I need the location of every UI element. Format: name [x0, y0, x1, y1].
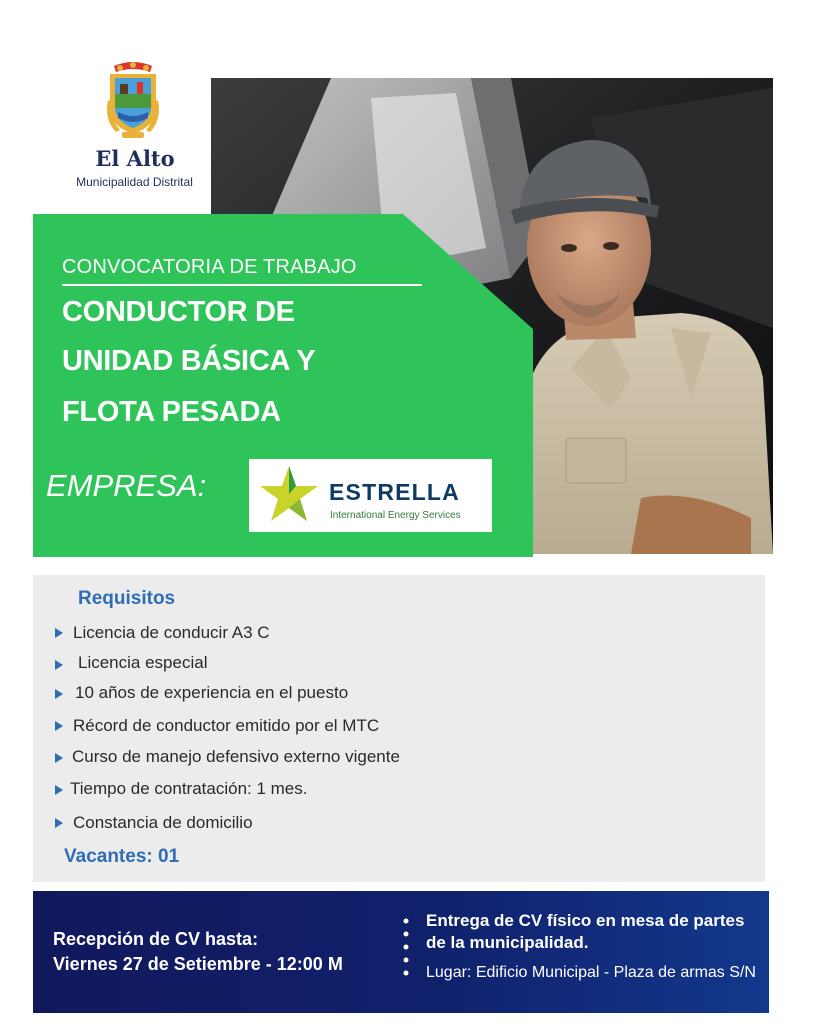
reception-date: Viernes 27 de Setiembre - 12:00 M: [53, 954, 343, 974]
requirement-item: 10 años de experiencia en el puesto: [75, 683, 349, 702]
vacancies-count: Vacantes: 01: [64, 846, 180, 867]
company-label: EMPRESA:: [46, 468, 207, 503]
bullet-icon: [55, 660, 63, 670]
requirement-item: Tiempo de contratación: 1 mes.: [70, 779, 308, 798]
bullet-icon: [55, 628, 63, 638]
eyebrow-underline: [62, 284, 422, 286]
job-title-line-2: UNIDAD BÁSICA Y: [62, 345, 316, 377]
requirement-item: Constancia de domicilio: [73, 813, 253, 832]
job-title-line-1: CONDUCTOR DE: [62, 296, 295, 328]
bullet-icon: [55, 753, 63, 763]
bullet-icon: [55, 818, 63, 828]
brand-subtitle: Municipalidad Distrital: [76, 175, 193, 189]
job-title-line-3: FLOTA PESADA: [62, 396, 281, 428]
company-name: ESTRELLA: [329, 479, 460, 505]
dotted-divider-icon: [401, 917, 411, 979]
requirements-title: Requisitos: [78, 588, 176, 609]
requirement-item: Curso de manejo defensivo externo vigente: [72, 747, 400, 766]
job-call-eyebrow: CONVOCATORIA DE TRABAJO: [62, 256, 357, 278]
star-icon: [258, 464, 320, 524]
bullet-icon: [55, 785, 63, 795]
municipal-coat-of-arms-icon: [106, 60, 160, 140]
brand-name: El Alto: [95, 146, 175, 171]
company-tagline: International Energy Services: [330, 510, 461, 521]
delivery-instructions: Entrega de CV físico en mesa de partes de la municipalidad.: [426, 911, 745, 952]
requirement-item: Licencia especial: [78, 653, 208, 672]
requirement-item: Licencia de conducir A3 C: [73, 623, 270, 642]
reception-label: Recepción de CV hasta:: [53, 929, 259, 949]
requirement-item: Récord de conductor emitido por el MTC: [73, 716, 380, 735]
bullet-icon: [55, 689, 63, 699]
place-text: Lugar: Edificio Municipal - Plaza de armas S/N: [426, 964, 756, 981]
bullet-icon: [55, 721, 63, 731]
